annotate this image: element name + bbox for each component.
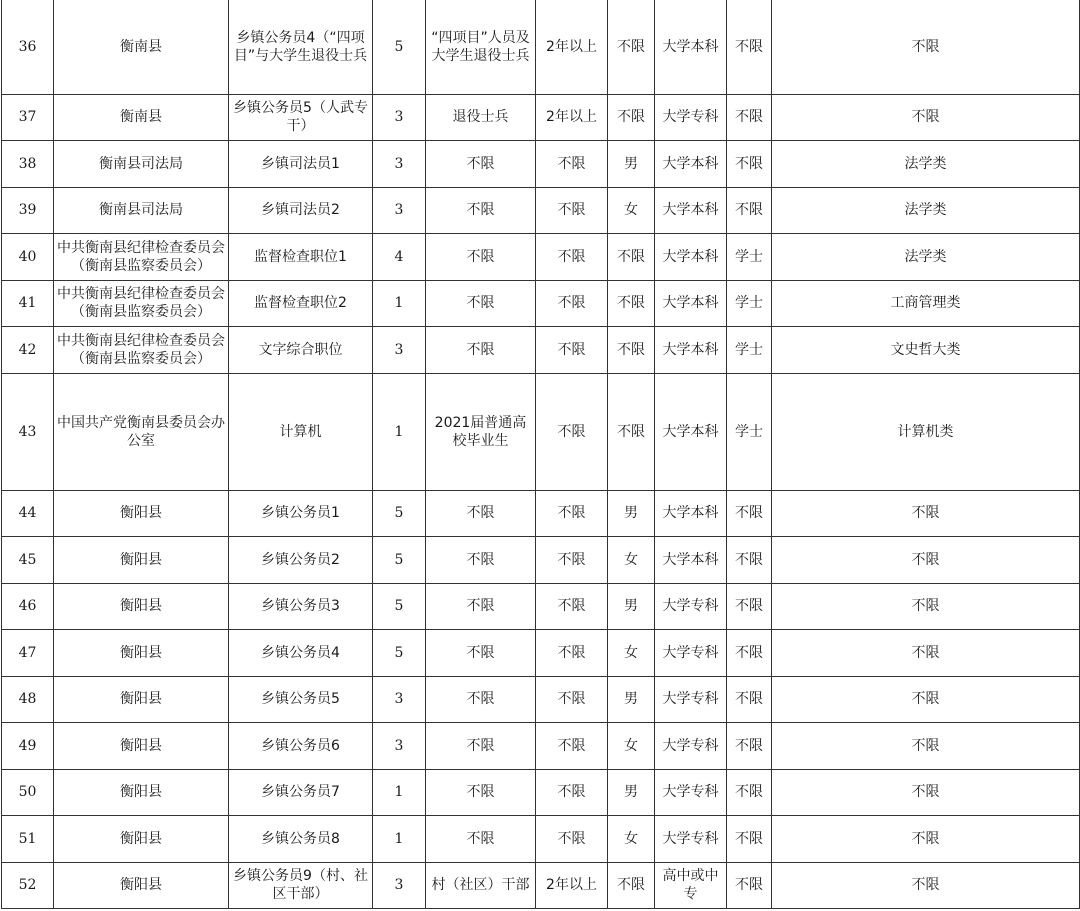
gender-cell: 男 bbox=[608, 583, 655, 629]
major-cell: 不限 bbox=[772, 536, 1080, 583]
row-number: 46 bbox=[2, 583, 54, 629]
experience-cell: 不限 bbox=[536, 629, 608, 676]
major-cell: 法学类 bbox=[772, 140, 1080, 187]
experience-cell: 不限 bbox=[536, 140, 608, 187]
unit-cell: 衡阳县 bbox=[54, 722, 229, 769]
major-cell: 工商管理类 bbox=[772, 280, 1080, 326]
row-number: 42 bbox=[2, 326, 54, 373]
unit-cell: 衡南县 bbox=[54, 94, 229, 140]
count-cell: 5 bbox=[373, 583, 426, 629]
count-cell: 3 bbox=[373, 187, 426, 233]
gender-cell: 不限 bbox=[608, 233, 655, 280]
target-cell: 不限 bbox=[426, 187, 536, 233]
education-cell: 大学本科 bbox=[655, 536, 727, 583]
education-cell: 大学本科 bbox=[655, 326, 727, 373]
row-number: 51 bbox=[2, 815, 54, 862]
target-cell: 村（社区）干部 bbox=[426, 862, 536, 908]
count-cell: 3 bbox=[373, 862, 426, 908]
position-cell: 乡镇公务员5（人武专干） bbox=[229, 94, 373, 140]
count-cell: 3 bbox=[373, 94, 426, 140]
degree-cell: 不限 bbox=[727, 583, 772, 629]
experience-cell: 不限 bbox=[536, 280, 608, 326]
target-cell: 2021届普通高校毕业生 bbox=[426, 373, 536, 490]
row-number: 49 bbox=[2, 722, 54, 769]
gender-cell: 女 bbox=[608, 187, 655, 233]
target-cell: 不限 bbox=[426, 140, 536, 187]
position-cell: 乡镇公务员6 bbox=[229, 722, 373, 769]
target-cell: “四项目”人员及大学生退役士兵 bbox=[426, 0, 536, 94]
row-number: 38 bbox=[2, 140, 54, 187]
unit-cell: 中国共产党衡南县委员会办公室 bbox=[54, 373, 229, 490]
education-cell: 大学专科 bbox=[655, 583, 727, 629]
major-cell: 不限 bbox=[772, 862, 1080, 908]
position-cell: 乡镇公务员9（村、社区干部） bbox=[229, 862, 373, 908]
experience-cell: 不限 bbox=[536, 722, 608, 769]
major-cell: 不限 bbox=[772, 629, 1080, 676]
unit-cell: 中共衡南县纪律检查委员会（衡南县监察委员会） bbox=[54, 233, 229, 280]
major-cell: 不限 bbox=[772, 94, 1080, 140]
gender-cell: 女 bbox=[608, 629, 655, 676]
target-cell: 不限 bbox=[426, 676, 536, 722]
degree-cell: 不限 bbox=[727, 815, 772, 862]
major-cell: 不限 bbox=[772, 769, 1080, 815]
row-number: 39 bbox=[2, 187, 54, 233]
recruitment-table bbox=[1, 0, 1080, 909]
row-number: 52 bbox=[2, 862, 54, 908]
count-cell: 3 bbox=[373, 326, 426, 373]
major-cell: 不限 bbox=[772, 583, 1080, 629]
experience-cell: 不限 bbox=[536, 373, 608, 490]
gender-cell: 不限 bbox=[608, 326, 655, 373]
gender-cell: 不限 bbox=[608, 280, 655, 326]
experience-cell: 不限 bbox=[536, 326, 608, 373]
position-cell: 乡镇公务员1 bbox=[229, 490, 373, 536]
experience-cell: 不限 bbox=[536, 676, 608, 722]
unit-cell: 衡阳县 bbox=[54, 629, 229, 676]
degree-cell: 不限 bbox=[727, 94, 772, 140]
table-row bbox=[2, 769, 1080, 815]
row-number: 44 bbox=[2, 490, 54, 536]
unit-cell: 衡阳县 bbox=[54, 536, 229, 583]
table-row bbox=[2, 187, 1080, 233]
major-cell: 不限 bbox=[772, 815, 1080, 862]
table-row bbox=[2, 676, 1080, 722]
education-cell: 大学专科 bbox=[655, 676, 727, 722]
degree-cell: 学士 bbox=[727, 326, 772, 373]
position-cell: 监督检查职位1 bbox=[229, 233, 373, 280]
experience-cell: 不限 bbox=[536, 536, 608, 583]
major-cell: 法学类 bbox=[772, 233, 1080, 280]
education-cell: 大学本科 bbox=[655, 373, 727, 490]
unit-cell: 衡阳县 bbox=[54, 676, 229, 722]
experience-cell: 不限 bbox=[536, 583, 608, 629]
count-cell: 5 bbox=[373, 490, 426, 536]
unit-cell: 衡阳县 bbox=[54, 815, 229, 862]
gender-cell: 不限 bbox=[608, 94, 655, 140]
row-number: 40 bbox=[2, 233, 54, 280]
count-cell: 1 bbox=[373, 815, 426, 862]
degree-cell: 学士 bbox=[727, 233, 772, 280]
target-cell: 退役士兵 bbox=[426, 94, 536, 140]
experience-cell: 2年以上 bbox=[536, 0, 608, 94]
position-cell: 文字综合职位 bbox=[229, 326, 373, 373]
degree-cell: 不限 bbox=[727, 862, 772, 908]
gender-cell: 女 bbox=[608, 722, 655, 769]
education-cell: 大学专科 bbox=[655, 769, 727, 815]
position-cell: 乡镇公务员2 bbox=[229, 536, 373, 583]
unit-cell: 衡阳县 bbox=[54, 769, 229, 815]
row-number: 45 bbox=[2, 536, 54, 583]
education-cell: 大学本科 bbox=[655, 280, 727, 326]
target-cell: 不限 bbox=[426, 490, 536, 536]
experience-cell: 2年以上 bbox=[536, 862, 608, 908]
table-row bbox=[2, 583, 1080, 629]
row-number: 47 bbox=[2, 629, 54, 676]
gender-cell: 男 bbox=[608, 676, 655, 722]
gender-cell: 不限 bbox=[608, 373, 655, 490]
position-cell: 乡镇公务员7 bbox=[229, 769, 373, 815]
count-cell: 5 bbox=[373, 536, 426, 583]
experience-cell: 不限 bbox=[536, 490, 608, 536]
degree-cell: 不限 bbox=[727, 769, 772, 815]
major-cell: 不限 bbox=[772, 722, 1080, 769]
degree-cell: 不限 bbox=[727, 629, 772, 676]
degree-cell: 学士 bbox=[727, 280, 772, 326]
position-cell: 乡镇公务员8 bbox=[229, 815, 373, 862]
education-cell: 大学本科 bbox=[655, 490, 727, 536]
experience-cell: 不限 bbox=[536, 815, 608, 862]
education-cell: 大学本科 bbox=[655, 140, 727, 187]
major-cell: 文史哲大类 bbox=[772, 326, 1080, 373]
experience-cell: 不限 bbox=[536, 233, 608, 280]
major-cell: 不限 bbox=[772, 0, 1080, 94]
position-cell: 监督检查职位2 bbox=[229, 280, 373, 326]
row-number: 36 bbox=[2, 0, 54, 94]
gender-cell: 男 bbox=[608, 490, 655, 536]
target-cell: 不限 bbox=[426, 326, 536, 373]
row-number: 41 bbox=[2, 280, 54, 326]
major-cell: 计算机类 bbox=[772, 373, 1080, 490]
gender-cell: 男 bbox=[608, 769, 655, 815]
degree-cell: 不限 bbox=[727, 536, 772, 583]
count-cell: 1 bbox=[373, 769, 426, 815]
experience-cell: 不限 bbox=[536, 769, 608, 815]
degree-cell: 不限 bbox=[727, 490, 772, 536]
count-cell: 1 bbox=[373, 373, 426, 490]
target-cell: 不限 bbox=[426, 583, 536, 629]
education-cell: 高中或中专 bbox=[655, 862, 727, 908]
unit-cell: 衡南县司法局 bbox=[54, 140, 229, 187]
position-cell: 计算机 bbox=[229, 373, 373, 490]
gender-cell: 女 bbox=[608, 536, 655, 583]
position-cell: 乡镇公务员4（“四项目”与大学生退役士兵 bbox=[229, 0, 373, 94]
count-cell: 3 bbox=[373, 140, 426, 187]
row-number: 37 bbox=[2, 94, 54, 140]
education-cell: 大学专科 bbox=[655, 629, 727, 676]
row-number: 50 bbox=[2, 769, 54, 815]
position-cell: 乡镇公务员3 bbox=[229, 583, 373, 629]
table-row bbox=[2, 280, 1080, 326]
education-cell: 大学专科 bbox=[655, 722, 727, 769]
gender-cell: 不限 bbox=[608, 0, 655, 94]
major-cell: 法学类 bbox=[772, 187, 1080, 233]
target-cell: 不限 bbox=[426, 233, 536, 280]
degree-cell: 不限 bbox=[727, 187, 772, 233]
experience-cell: 不限 bbox=[536, 187, 608, 233]
major-cell: 不限 bbox=[772, 490, 1080, 536]
degree-cell: 不限 bbox=[727, 722, 772, 769]
count-cell: 3 bbox=[373, 676, 426, 722]
degree-cell: 不限 bbox=[727, 676, 772, 722]
table-row bbox=[2, 326, 1080, 373]
unit-cell: 衡南县 bbox=[54, 0, 229, 94]
unit-cell: 衡阳县 bbox=[54, 862, 229, 908]
gender-cell: 男 bbox=[608, 140, 655, 187]
degree-cell: 学士 bbox=[727, 373, 772, 490]
position-cell: 乡镇司法员1 bbox=[229, 140, 373, 187]
education-cell: 大学专科 bbox=[655, 94, 727, 140]
gender-cell: 不限 bbox=[608, 862, 655, 908]
degree-cell: 不限 bbox=[727, 0, 772, 94]
target-cell: 不限 bbox=[426, 536, 536, 583]
count-cell: 5 bbox=[373, 629, 426, 676]
table-row bbox=[2, 373, 1080, 490]
count-cell: 3 bbox=[373, 722, 426, 769]
target-cell: 不限 bbox=[426, 280, 536, 326]
table-row bbox=[2, 233, 1080, 280]
unit-cell: 中共衡南县纪律检查委员会（衡南县监察委员会） bbox=[54, 280, 229, 326]
table-row bbox=[2, 536, 1080, 583]
unit-cell: 衡南县司法局 bbox=[54, 187, 229, 233]
target-cell: 不限 bbox=[426, 629, 536, 676]
position-cell: 乡镇公务员5 bbox=[229, 676, 373, 722]
position-cell: 乡镇公务员4 bbox=[229, 629, 373, 676]
gender-cell: 女 bbox=[608, 815, 655, 862]
table-row bbox=[2, 94, 1080, 140]
count-cell: 5 bbox=[373, 0, 426, 94]
table-row bbox=[2, 815, 1080, 862]
education-cell: 大学本科 bbox=[655, 0, 727, 94]
degree-cell: 不限 bbox=[727, 140, 772, 187]
target-cell: 不限 bbox=[426, 815, 536, 862]
unit-cell: 衡阳县 bbox=[54, 490, 229, 536]
major-cell: 不限 bbox=[772, 676, 1080, 722]
unit-cell: 衡阳县 bbox=[54, 583, 229, 629]
position-cell: 乡镇司法员2 bbox=[229, 187, 373, 233]
experience-cell: 2年以上 bbox=[536, 94, 608, 140]
table-row bbox=[2, 140, 1080, 187]
unit-cell: 中共衡南县纪律检查委员会（衡南县监察委员会） bbox=[54, 326, 229, 373]
table-row bbox=[2, 0, 1080, 94]
count-cell: 4 bbox=[373, 233, 426, 280]
row-number: 43 bbox=[2, 373, 54, 490]
target-cell: 不限 bbox=[426, 722, 536, 769]
target-cell: 不限 bbox=[426, 769, 536, 815]
table-row bbox=[2, 629, 1080, 676]
education-cell: 大学本科 bbox=[655, 187, 727, 233]
table-row bbox=[2, 862, 1080, 908]
education-cell: 大学专科 bbox=[655, 815, 727, 862]
count-cell: 1 bbox=[373, 280, 426, 326]
education-cell: 大学本科 bbox=[655, 233, 727, 280]
table-row bbox=[2, 722, 1080, 769]
table-row bbox=[2, 490, 1080, 536]
row-number: 48 bbox=[2, 676, 54, 722]
